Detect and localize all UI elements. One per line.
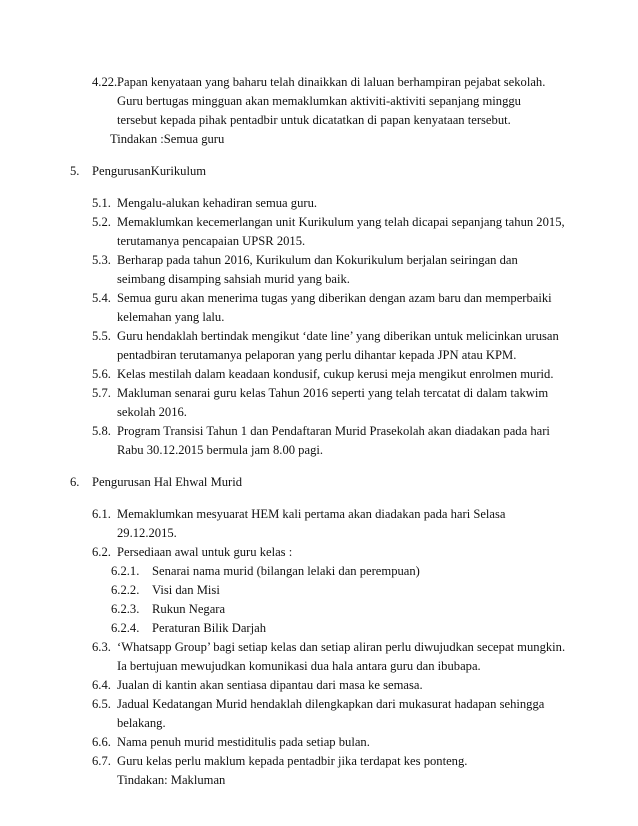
subitem-text: Senarai nama murid (bilangan lelaki dan perempuan) [152,564,420,578]
item-text: Berharap pada tahun 2016, Kurikulum dan Kokurikulum berjalan seiringan dan [117,253,518,267]
subitem-number: 6.2.2. [111,583,140,597]
section-title: Pengurusan Hal Ehwal Murid [92,475,243,489]
item-text: Makluman senarai guru kelas Tahun 2016 seperti yang telah tercatat di dalam takwim [117,386,549,400]
item-text: Persediaan awal untuk guru kelas : [117,545,293,559]
item-text: Semua guru akan menerima tugas yang diberikan dengan azam baru dan memperbaiki [117,291,552,305]
item-text: Jadual Kedatangan Murid hendaklah dilengkapkan dari mukasurat hadapan sehingga [117,697,545,711]
item-number: 5.6. [92,367,111,381]
section-number: 5. [70,164,80,178]
item-text: Ia bertujuan mewujudkan komunikasi dua hala antara guru dan ibubapa. [117,659,481,673]
item-number: 6.1. [92,507,111,521]
item-text: belakang. [117,716,166,730]
section-title: PengurusanKurikulum [92,164,207,178]
item-text: tersebut kepada pihak pentadbir untuk dicatatkan di papan kenyataan tersebut. [117,113,511,127]
item-number: 5.1. [92,196,111,210]
item-text: Guru kelas perlu maklum kepada pentadbir jika terdapat kes ponteng. [117,754,468,768]
subitem-text: Peraturan Bilik Darjah [152,621,267,635]
item-number: 6.6. [92,735,111,749]
item-text: Jualan di kantin akan sentiasa dipantau dari masa ke semasa. [117,678,423,692]
section-number: 6. [70,475,80,489]
item-number: 5.2. [92,215,111,229]
item-text: Memaklumkan kecemerlangan unit Kurikulum yang telah dicapai sepanjang tahun 2015, [117,215,565,229]
subitem-text: Rukun Negara [152,602,226,616]
item-number: 6.2. [92,545,111,559]
item-text: Nama penuh murid mestiditulis pada setiap bulan. [117,735,370,749]
action-note: Tindakan: Makluman [117,773,226,787]
item-text: kelemahan yang lalu. [117,310,225,324]
item-text: Guru bertugas mingguan akan memaklumkan aktiviti-aktiviti sepanjang minggu [117,94,521,108]
item-text: Guru hendaklah bertindak mengikut ‘date line’ yang diberikan untuk melicinkan urusan [117,329,559,343]
item-text: Papan kenyataan yang baharu telah dinaikkan di laluan berhampiran pejabat sekolah. [117,75,546,89]
item-number: 5.3. [92,253,111,267]
item-text: pentadbiran terutamanya pelaporan yang perlu dihantar kepada JPN atau KPM. [117,348,517,362]
item-text: Program Transisi Tahun 1 dan Pendaftaran Murid Prasekolah akan diadakan pada hari [117,424,550,438]
item-text: terutamanya pencapaian UPSR 2015. [117,234,306,248]
subitem-text: Visi dan Misi [152,583,220,597]
item-text: Kelas mestilah dalam keadaan kondusif, cukup kerusi meja mengikut enrolmen murid. [117,367,554,381]
item-text: 29.12.2015. [117,526,177,540]
item-text: Memaklumkan mesyuarat HEM kali pertama akan diadakan pada hari Selasa [117,507,506,521]
item-number: 6.7. [92,754,111,768]
item-text: Rabu 30.12.2015 bermula jam 8.00 pagi. [117,443,324,457]
item-number: 6.5. [92,697,111,711]
action-note: Tindakan :Semua guru [110,132,225,146]
item-text: ‘Whatsapp Group’ bagi setiap kelas dan setiap aliran perlu diwujudkan secepat mungkin. [117,640,566,654]
item-number: 5.5. [92,329,111,343]
item-text: seimbang disamping sahsiah murid yang baik. [117,272,350,286]
item-number: 6.3. [92,640,111,654]
subitem-number: 6.2.4. [111,621,140,635]
item-number: 5.4. [92,291,111,305]
item-text: Mengalu-alukan kehadiran semua guru. [117,196,318,210]
item-number: 6.4. [92,678,111,692]
item-number: 4.22. [92,75,118,89]
item-text: sekolah 2016. [117,405,187,419]
item-number: 5.8. [92,424,111,438]
subitem-number: 6.2.3. [111,602,140,616]
subitem-number: 6.2.1. [111,564,140,578]
item-number: 5.7. [92,386,111,400]
